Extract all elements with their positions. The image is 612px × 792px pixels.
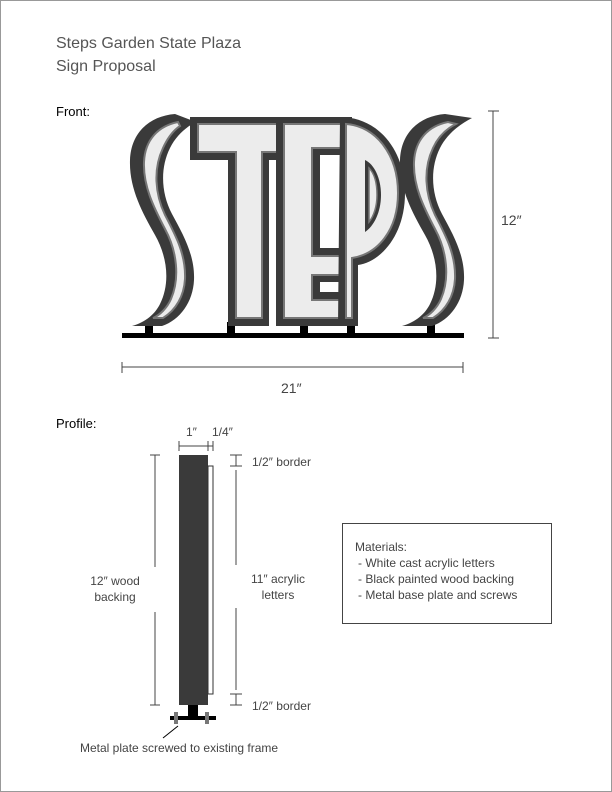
acrylic-height-dimension-line [230,455,242,705]
letter-s-left [130,114,196,326]
acrylic-label-line-1: 11″ acrylic [250,572,306,586]
metal-base-plate [170,705,216,724]
height-label: 12″ [501,212,522,228]
letter-s-right [400,114,472,326]
front-label: Front: [56,104,90,119]
border-top-label: 1/2″ border [252,455,311,469]
letter-p [338,117,405,326]
wood-height-label [78,573,152,605]
materials-item: - White cast acrylic letters [358,556,495,570]
acrylic-letter-profile [208,466,213,694]
base-plate-note: Metal plate screwed to existing frame [80,741,279,755]
materials-box [342,523,552,624]
depth-wood-label: 1″ [186,425,197,439]
title-line-2: Sign Proposal [56,58,156,75]
sign-profile [150,441,242,738]
border-bottom-label: 1/2″ border [252,699,311,713]
depth-dimension-line [179,441,213,451]
acrylic-height-label [243,571,313,603]
width-dimension-line [122,362,463,373]
profile-label: Profile: [56,416,97,431]
title-line-1: Steps Garden State Plaza [56,35,241,52]
materials-item: - Black painted wood backing [358,572,515,586]
depth-acrylic-label: 1/4″ [212,425,233,439]
wood-label-line-1: 12″ wood [90,574,140,588]
plate-leader-line [163,726,178,738]
sign-front [122,111,499,373]
wood-label-line-2: backing [94,590,136,604]
acrylic-label-line-2: letters [261,588,295,602]
materials-item: - Metal base plate and screws [358,588,518,602]
wood-backing [179,455,208,705]
materials-list [355,555,551,603]
height-dimension-line [488,111,499,338]
width-label: 21″ [281,380,302,396]
materials-heading: Materials: [355,540,408,554]
